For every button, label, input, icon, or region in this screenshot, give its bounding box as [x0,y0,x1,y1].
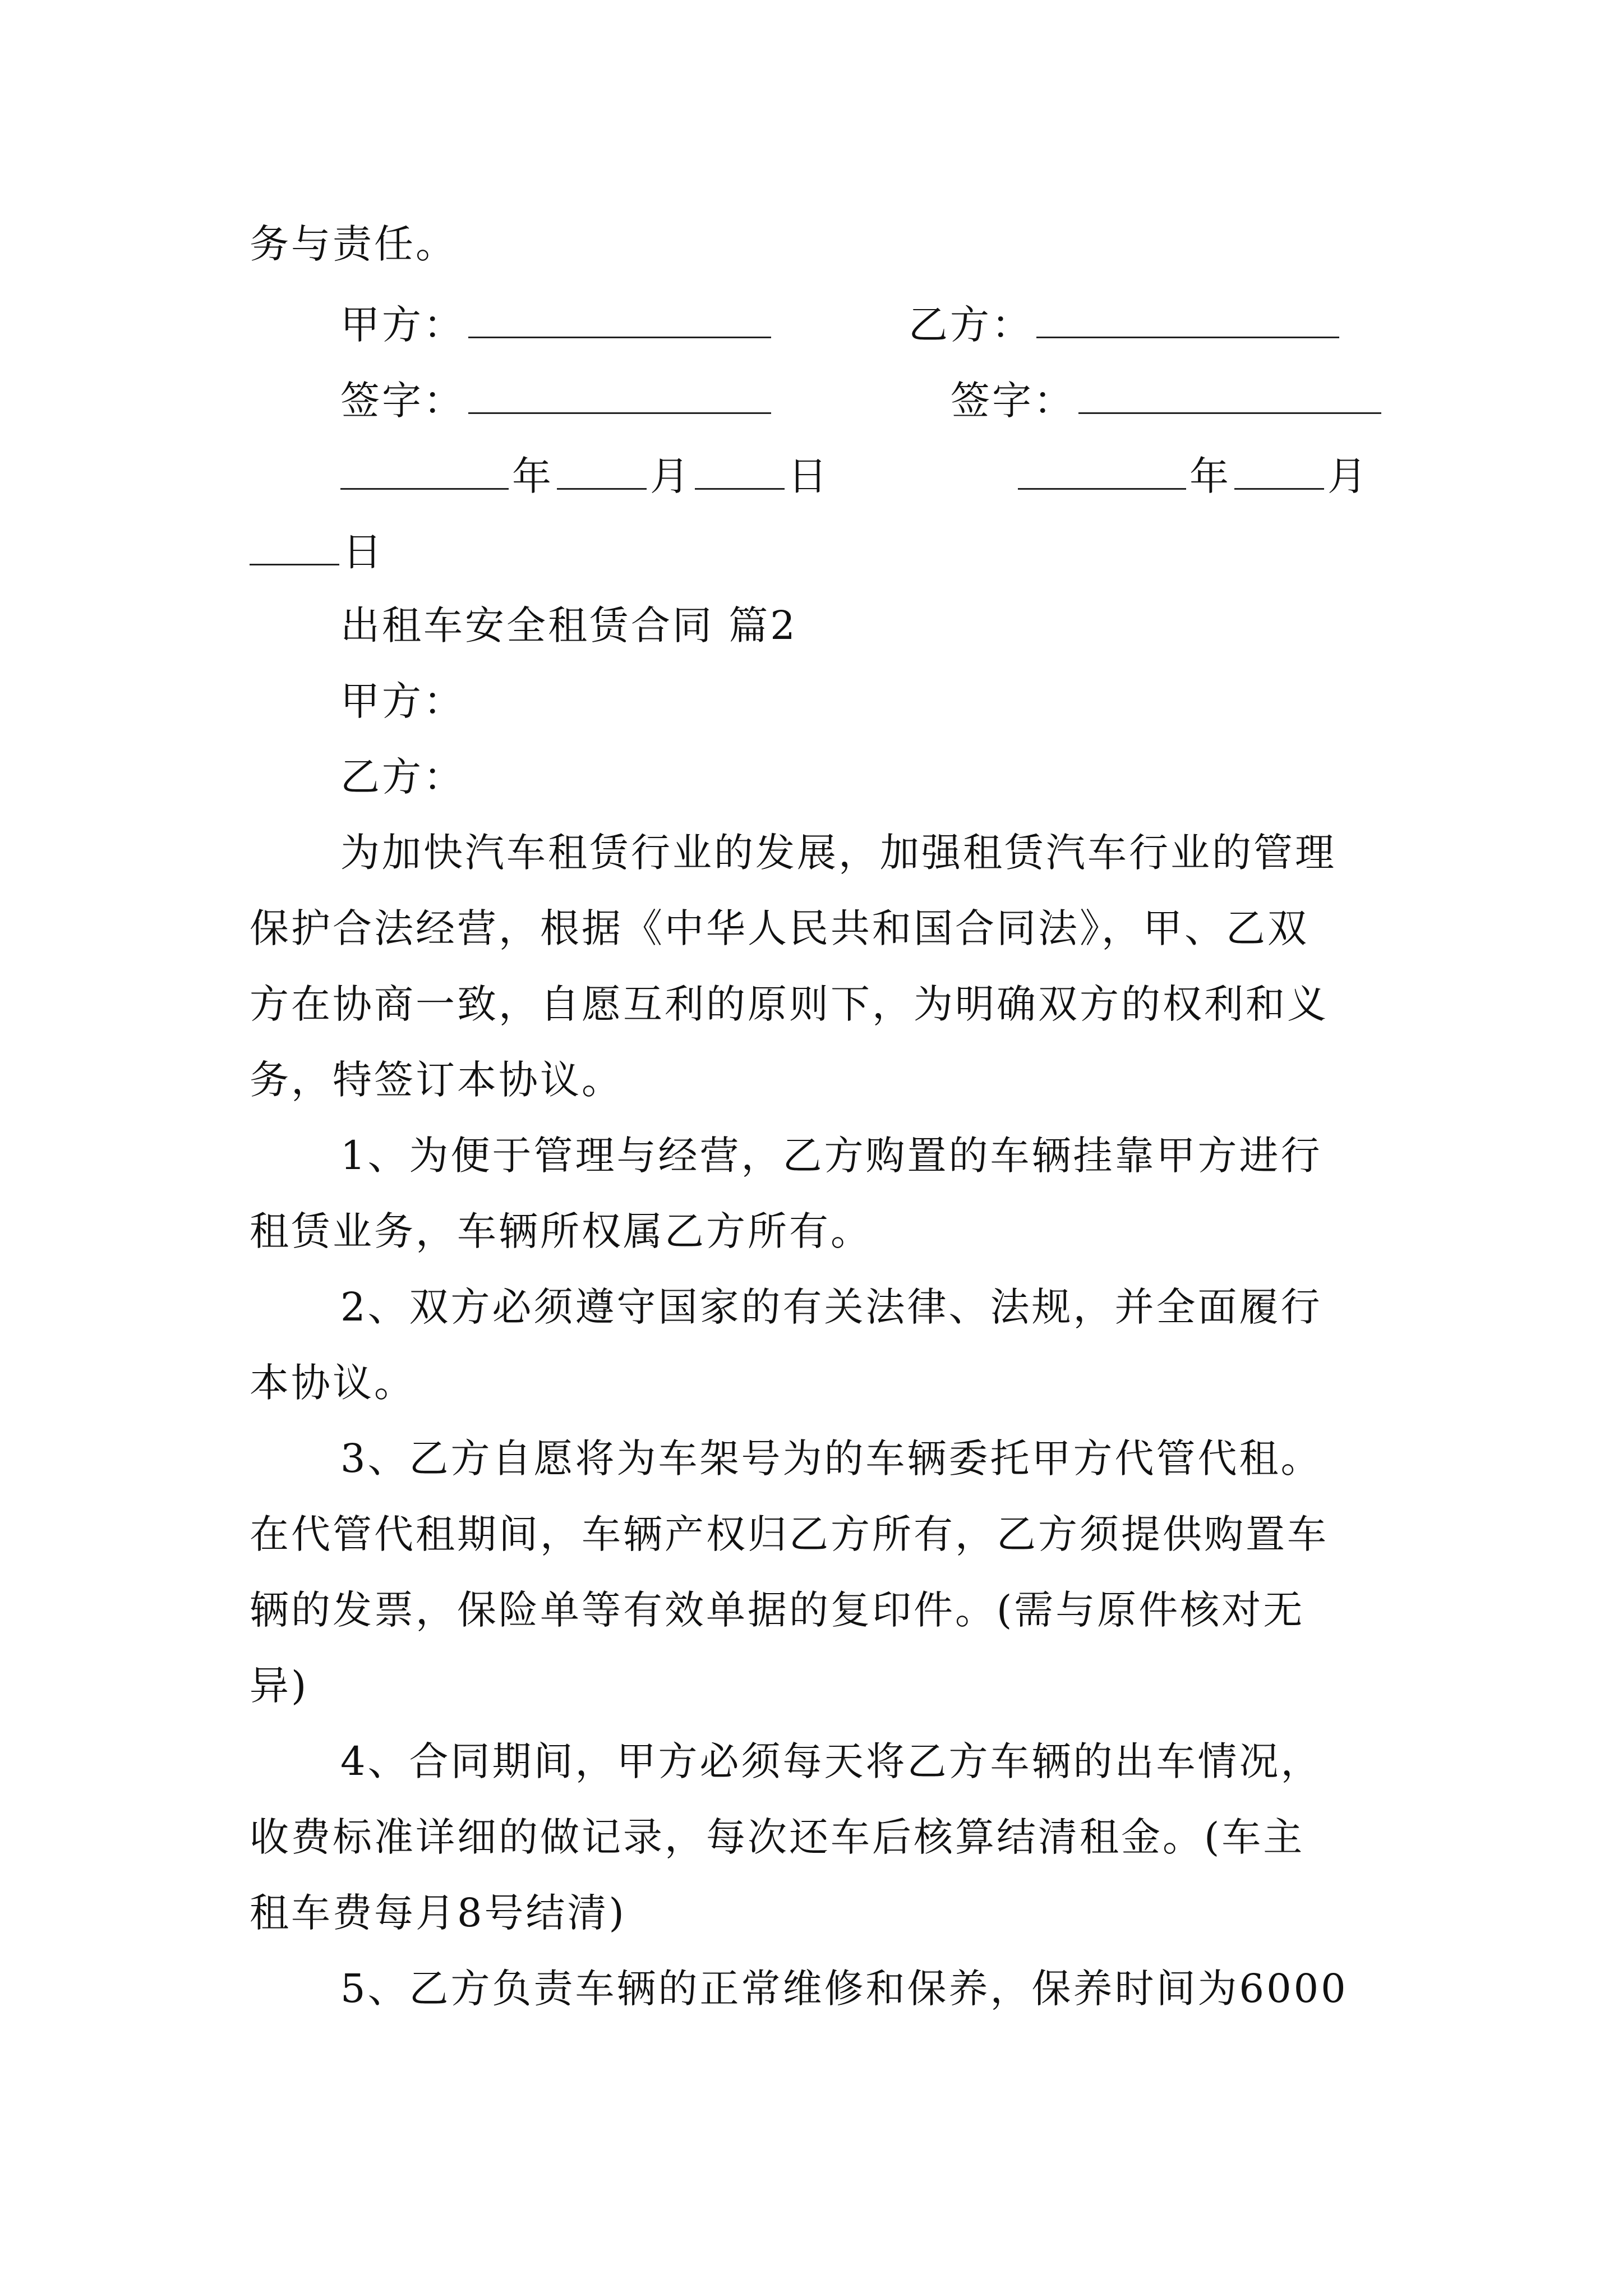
party-b-signature-line [909,297,1343,350]
month-right-label: 月 [1327,453,1369,499]
clause-3-line: 在代管代租期间，车辆产权归乙方所有，乙方须提供购置车 [250,1511,1329,1557]
sign-right-line [951,373,1385,426]
date-right-day-line [250,524,384,577]
paragraph-line: 方在协商一致，自愿互利的原则下，为明确双方的权利和义 [250,981,1329,1027]
date-right-line [1018,449,1369,501]
clause-2-line: 2、双方必须遵守国家的有关法律、法规，并全面履行 [340,1284,1322,1330]
clause-2-line: 本协议。 [250,1360,416,1406]
party-b-label: 乙方： [909,302,1033,348]
party-a-signature-line [340,297,774,350]
paragraph-line: 保护合法经营，根据《中华人民共和国合同法》，甲、乙双 [250,905,1309,951]
day-left-blank[interactable] [695,449,785,490]
year-left-blank[interactable] [340,449,509,490]
clause-4-line: 4、合同期间，甲方必须每天将乙方车辆的出车情况， [340,1738,1322,1784]
party-a-blank[interactable] [468,297,771,338]
sign-right-blank[interactable] [1078,373,1381,414]
clause-4-line: 收费标准详细的做记录，每次还车后核算结清租金。(车主 [250,1814,1305,1860]
party-b-blank[interactable] [1036,297,1339,338]
year-right-label: 年 [1189,453,1231,499]
month-right-blank[interactable] [1234,449,1324,490]
day-right-label: 日 [343,529,384,575]
clause-1-line: 1、为便于管理与经营，乙方购置的车辆挂靠甲方进行 [340,1133,1322,1179]
clause-1-line: 租赁业务，车辆所权属乙方所有。 [250,1208,872,1254]
clause-5-line: 5、乙方负责车辆的正常维修和保养，保养时间为6000 [340,1966,1348,2012]
clause-4-line: 租车费每月8号结清) [250,1890,626,1936]
day-right-blank[interactable] [250,524,339,565]
party-a-label: 甲方： [340,302,465,348]
sign-right-label: 签字： [951,378,1075,424]
clause-3-line: 3、乙方自愿将为车架号为的车辆委托甲方代管代租。 [340,1435,1322,1481]
paragraph-line: 务，特签订本协议。 [250,1057,623,1103]
day-left-label: 日 [788,453,829,499]
continuation-text: 务与责任。 [250,221,457,267]
year-left-label: 年 [512,453,554,499]
sign-left-line [340,373,774,426]
clause-3-line: 异) [250,1663,309,1709]
sign-left-label: 签字： [340,378,465,424]
month-left-blank[interactable] [557,449,647,490]
paragraph-line: 为加快汽车租赁行业的发展，加强租赁汽车行业的管理 [340,830,1336,876]
party-b-field: 乙方： [340,754,465,800]
month-left-label: 月 [650,453,691,499]
section-title: 出租车安全租赁合同 篇2 [340,602,797,648]
sign-left-blank[interactable] [468,373,771,414]
year-right-blank[interactable] [1018,449,1186,490]
clause-3-line: 辆的发票，保险单等有效单据的复印件。(需与原件核对无 [250,1587,1305,1633]
party-a-field: 甲方： [340,678,465,724]
date-left-line [340,449,829,501]
